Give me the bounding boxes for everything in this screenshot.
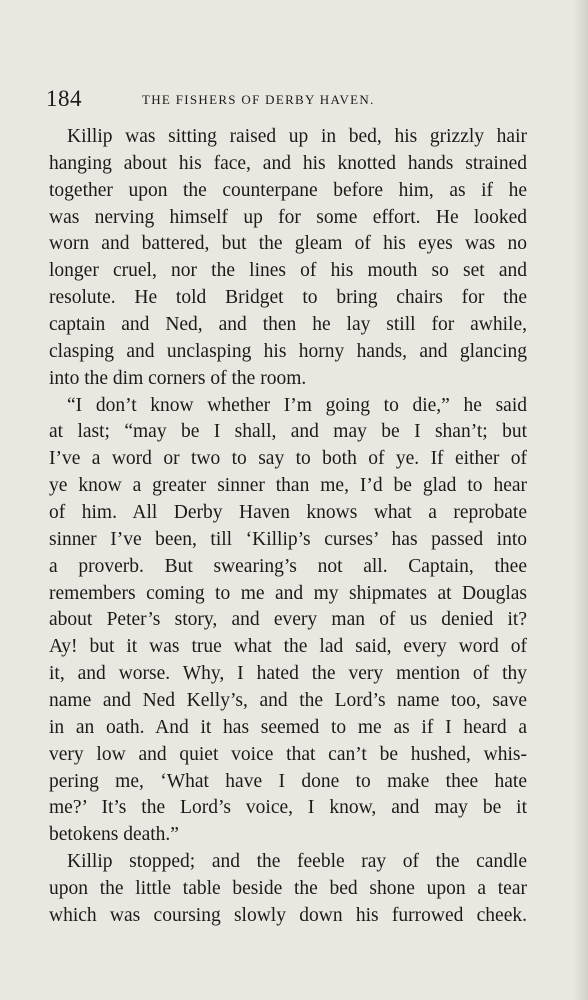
- text-line: ye know a greater sinner than me, I’d be glad to hear: [49, 475, 527, 497]
- text-line: very low and quiet voice that can’t be hushed, whis-: [49, 743, 527, 765]
- text-line: worn and battered, but the gleam of his eyes was no: [49, 233, 527, 255]
- text-line: hanging about his face, and his knotted hands strained: [49, 152, 527, 174]
- text-line: in an oath. And it has seemed to me as if I heard a: [49, 716, 527, 738]
- body-text: [49, 124, 527, 930]
- text-line: betokens death.”: [49, 824, 179, 846]
- text-line: it, and worse. Why, I hated the very mention of thy: [49, 663, 527, 685]
- page-number: 184: [46, 86, 82, 111]
- text-line: was nerving himself up for some effort. He looked: [49, 206, 527, 228]
- text-line: Killip was sitting raised up in bed, his grizzly hair: [67, 126, 527, 147]
- running-head: [46, 86, 536, 112]
- text-line: remembers coming to me and my shipmates at Douglas: [49, 582, 527, 604]
- text-line: together upon the counterpane before him, as if he: [49, 179, 527, 201]
- text-line: me?’ It’s the Lord’s voice, I know, and may be it: [49, 797, 527, 819]
- text-line: name and Ned Kelly’s, and the Lord’s name too, save: [49, 690, 527, 712]
- text-line: Ay! but it was true what the lad said, every word of: [49, 636, 527, 658]
- text-line: about Peter’s story, and every man of us denied it?: [49, 609, 527, 631]
- text-line: sinner I’ve been, till ‘Killip’s curses’ has passed into: [49, 528, 527, 550]
- text-line: longer cruel, nor the lines of his mouth so set and: [49, 260, 527, 282]
- text-line: captain and Ned, and then he lay still for awhile,: [49, 314, 527, 336]
- text-line: upon the little table beside the bed shone upon a tear: [49, 878, 527, 900]
- text-line: at last; “may be I shall, and may be I shan’t; but: [49, 421, 527, 443]
- text-line: of him. All Derby Haven knows what a reprobate: [49, 502, 527, 524]
- text-line: a proverb. But swearing’s not all. Captain, thee: [49, 555, 527, 577]
- text-line: pering me, ‘What have I done to make thee hate: [49, 770, 527, 792]
- text-line: into the dim corners of the room.: [49, 367, 307, 389]
- text-line: resolute. He told Bridget to bring chairs for the: [49, 287, 527, 309]
- text-line: “I don’t know whether I’m going to die,” he said: [67, 394, 527, 416]
- text-line: which was coursing slowly down his furrowed cheek.: [49, 904, 527, 926]
- text-line: Killip stopped; and the feeble ray of the candle: [67, 851, 527, 873]
- page-edge-shadow: [574, 0, 588, 1000]
- text-line: I’ve a word or two to say to both of ye. If either of: [49, 448, 527, 470]
- running-title: THE FISHERS OF DERBY HAVEN.: [142, 92, 375, 107]
- text-line: clasping and unclasping his horny hands, and glancing: [49, 340, 527, 362]
